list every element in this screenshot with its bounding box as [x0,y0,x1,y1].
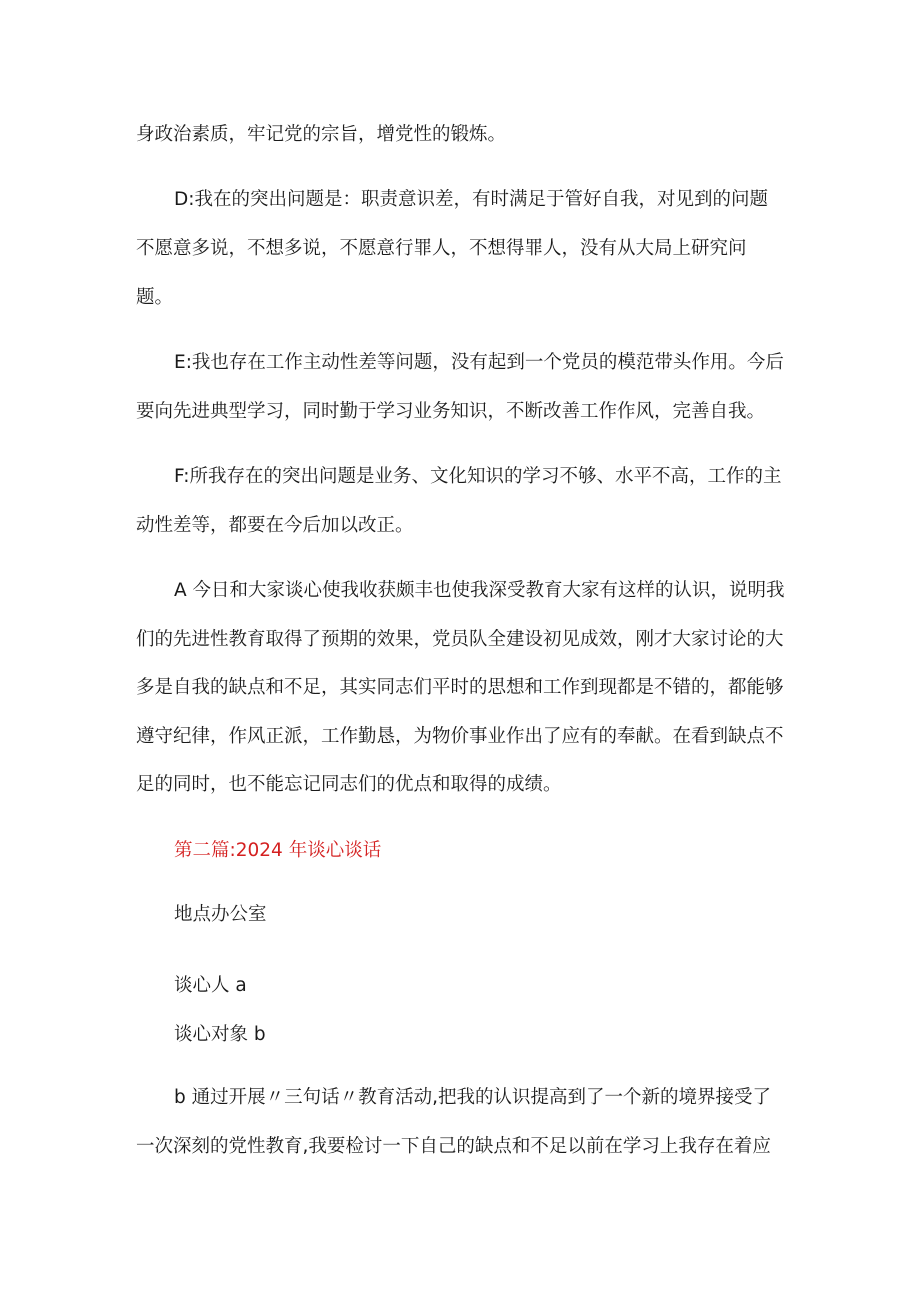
paragraph-f-line: F:所我存在的突出问题是业务、文化知识的学习不够、水平不高，工作的主 [174,466,782,487]
paragraph-d-line: 题。 [136,287,174,308]
paragraph-f-line: 动性差等，都要在今后加以改正。 [136,515,414,536]
paragraph-a-line: 们的先进性教育取得了预期的效果，党员队全建设初见成效，刚才大家讨论的大 [136,629,784,650]
section-heading: 第二篇:2024 年谈心谈话 [174,840,382,861]
meeting-location: 地点办公室 [174,904,267,925]
paragraph-a-line: 遵守纪律，作风正派，工作勤恳，为物价事业作出了应有的奉献。在看到缺点不 [136,726,784,747]
paragraph-e-line: 要向先进典型学习，同时勤于学习业务知识，不断改善工作作风，完善自我。 [136,401,766,422]
paragraph-a-line: A 今日和大家谈心使我收获颇丰也使我深受教育大家有这样的认识，说明我 [174,580,785,601]
meeting-speaker: 谈心人 a [174,975,247,996]
paragraph-a-line: 足的同时，也不能忘记同志们的优点和取得的成绩。 [136,774,562,795]
paragraph-d-line: 不愿意多说，不想多说，不愿意行罪人，不想得罪人，没有从大局上研究问 [136,238,747,259]
paragraph-e-line: E:我也存在工作主动性差等问题，没有起到一个党员的模范带头作用。今后 [174,352,784,373]
meeting-subject: 谈心对象 b [174,1024,266,1045]
paragraph-b-line: 一次深刻的党性教育,我要检讨一下自己的缺点和不足以前在学习上我存在着应 [136,1136,771,1157]
paragraph-a-line: 多是自我的缺点和不足，其实同志们平时的思想和工作到现都是不错的，都能够 [136,677,784,698]
paragraph-b-line: b 通过开展〃三句话〃教育活动,把我的认识提高到了一个新的境界接受了 [174,1087,772,1108]
paragraph-line: 身政治素质，牢记党的宗旨，增党性的锻炼。 [136,124,507,145]
paragraph-d-line: D:我在的突出问题是：职责意识差，有时满足于管好自我，对见到的问题 [174,189,768,210]
